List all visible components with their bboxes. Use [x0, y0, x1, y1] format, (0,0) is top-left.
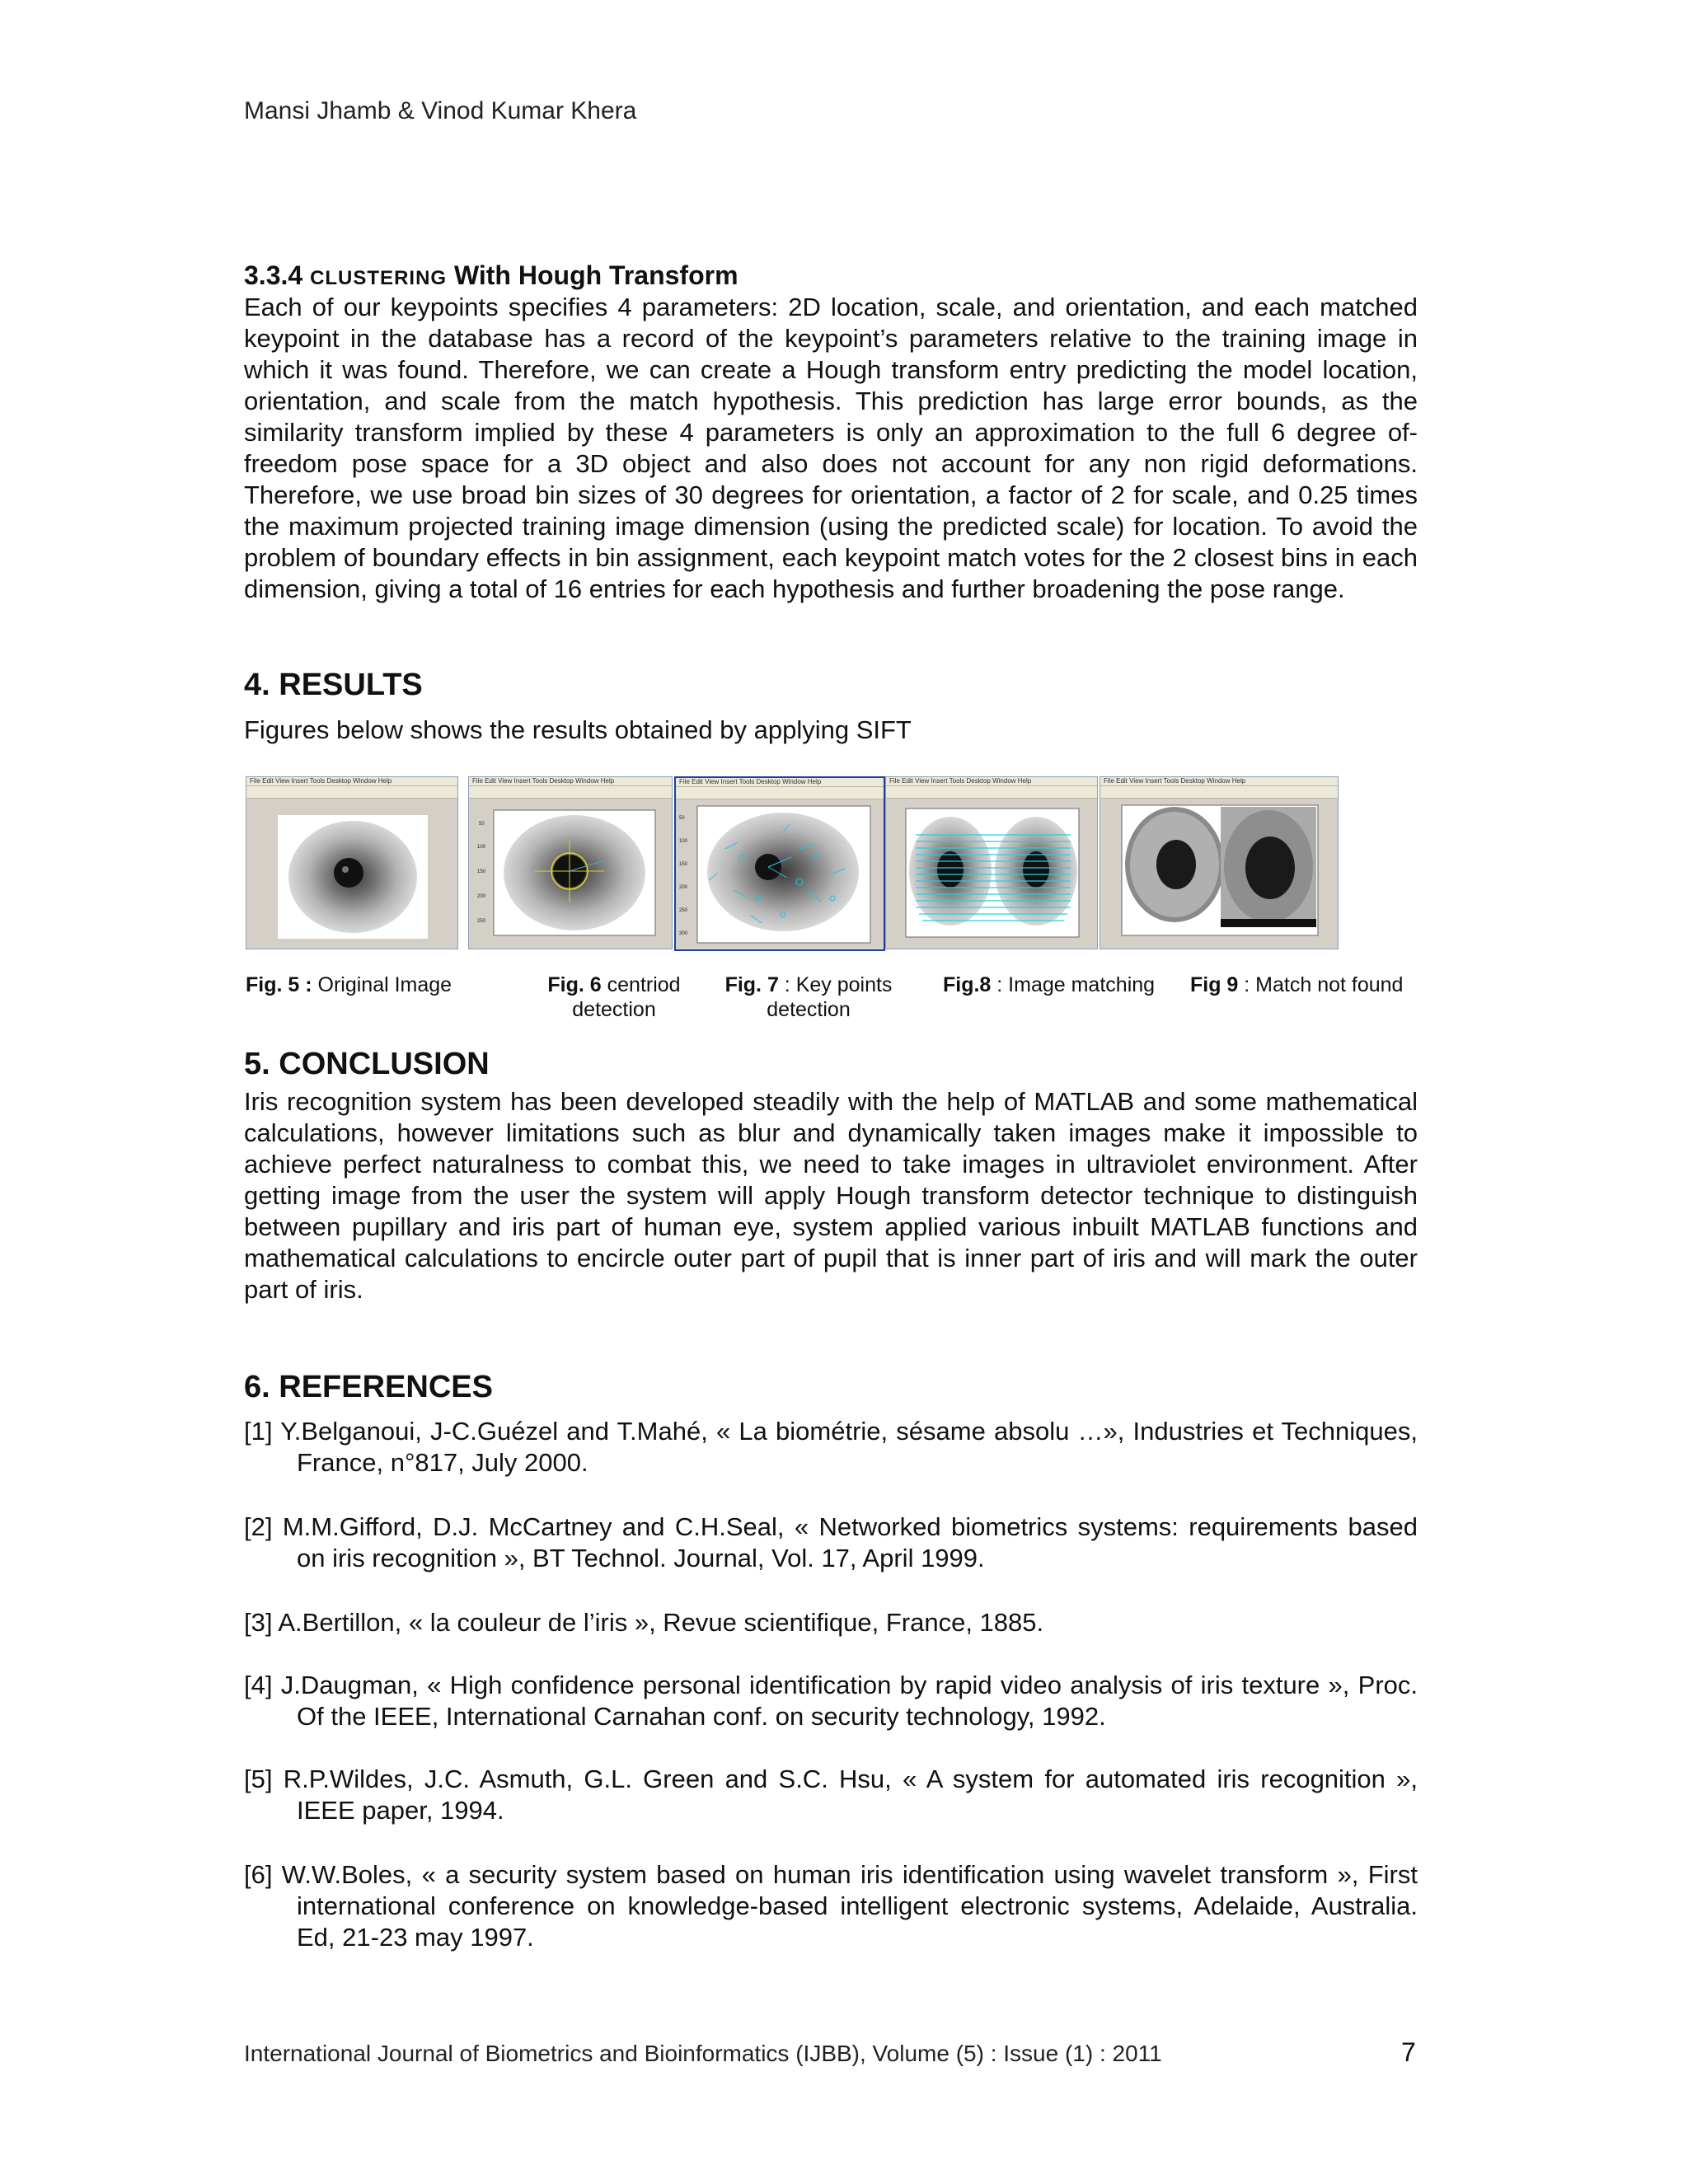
caption-label: Fig. 6	[547, 973, 602, 996]
figure-8-image-matching	[886, 799, 1097, 949]
svg-text:150: 150	[679, 862, 688, 867]
figure-5-original-eye	[246, 799, 457, 949]
caption-label: Fig.8	[943, 973, 992, 996]
reference-2: [2] M.M.Gifford, D.J. McCartney and C.H.Seal, « Networked biometrics systems: requirements based on iris recognition », BT Technol. Journal, Vol. 17, April 1999.	[244, 1512, 1418, 1572]
figure-8-window	[885, 776, 1098, 949]
reference-5: [5] R.P.Wildes, J.C. Asmuth, G.L. Green and S.C. Hsu, « A system for automated iris recognition », IEEE paper, 1994.	[244, 1765, 1418, 1825]
page-number: 7	[1401, 2037, 1416, 2067]
figure-6-window	[468, 776, 673, 949]
results-heading: 4. RESULTS	[244, 668, 423, 702]
section-334-body: Each of our keypoints specifies 4 parameters: 2D location, scale, and orientation, and each matched keypoint in the database has a record of the keypoint’s parameters relative to the training image in which it was found. Therefore, we can create a Hough transform entry predicting the model location, orientation, and scale from the match hypothesis. This prediction has large error bounds, as the similarity transform implied by these 4 parameters is only an approximation to the full 6 degree of- freedom pose space for a 3D object and also does not account for any non rigid deformations. Therefore, we use broad bin sizes of 30 degrees for orientation, a factor of 2 for scale, and 0.25 times the maximum projected training image dimension (using the predicted scale) for location. To avoid the problem of boundary effects in bin assignment, each keypoint match votes for the 2 closest bins in each dimension, giving a total of 16 entries for each hypothesis and further broadening the pose range.	[244, 293, 1418, 603]
caption-fig-9	[1190, 972, 1429, 997]
reference-4: [4] J.Daugman, « High confidence personal identification by rapid video analysis of iris texture », Proc. Of the IEEE, International Carnahan conf. on security technology, 1992.	[244, 1671, 1418, 1731]
svg-text:200: 200	[477, 894, 486, 899]
references-heading: 6. REFERENCES	[244, 1370, 493, 1404]
svg-text:150: 150	[477, 869, 486, 874]
section-title-smallcaps: CLUSTERING	[310, 267, 448, 289]
reference-6: [6] W.W.Boles, « a security system based on human iris identification using wavelet transform », First international conference on knowledge-based intelligent electronic systems, Adelaide, Australia. Ed, 21-23 may 1997.	[244, 1860, 1418, 1952]
caption-text: : Key points	[778, 973, 893, 996]
matlab-toolbar	[1100, 786, 1338, 799]
caption-text: : Match not found	[1238, 973, 1404, 996]
svg-text:250: 250	[477, 919, 486, 924]
conclusion-heading: 5. CONCLUSION	[244, 1047, 490, 1081]
section-334-title	[244, 260, 738, 291]
matlab-menu-bar: File Edit View Insert Tools Desktop Window Help	[676, 778, 884, 787]
section-number: 3.3.4	[244, 260, 303, 290]
reference-1: [1] Y.Belganoui, J-C.Guézel and T.Mahé, « La biométrie, sésame absolu …», Industries et Techniques, France, n°817, July 2000.	[244, 1417, 1418, 1477]
caption-text: : Image matching	[991, 973, 1156, 996]
caption-fig-5	[246, 972, 485, 997]
svg-text:200: 200	[679, 885, 688, 890]
caption-label: Fig. 7	[724, 973, 779, 996]
figure-7-window	[674, 776, 885, 951]
results-intro: Figures below shows the results obtained by applying SIFT	[244, 715, 912, 744]
matlab-menu-bar: File Edit View Insert Tools Desktop Window Help	[1100, 777, 1338, 786]
svg-text:50: 50	[479, 822, 485, 827]
caption-label: Fig. 5 :	[246, 973, 312, 996]
matlab-menu-bar: File Edit View Insert Tools Desktop Window Help	[246, 777, 457, 786]
matlab-menu-bar: File Edit View Insert Tools Desktop Window Help	[886, 777, 1097, 786]
matlab-menu-bar: File Edit View Insert Tools Desktop Window Help	[469, 777, 672, 786]
svg-text:100: 100	[679, 839, 688, 844]
section-title-rest: With Hough Transform	[447, 260, 738, 290]
conclusion-body: Iris recognition system has been developed steadily with the help of MATLAB and some mathematical calculations, however limitations such as blur and dynamically taken images make it impossible to achieve perfect naturalness to combat this, we need to take images in ultraviolet environment. After getting image from the user the system will apply Hough transform detector technique to distinguish between pupillary and iris part of human eye, system applied various inbuilt MATLAB functions and mathematical calculations to encircle outer part of pupil that is inner part of iris and will mark the outer part of iris.	[244, 1087, 1418, 1304]
figure-5-window	[246, 776, 458, 949]
caption-fig-7	[714, 972, 903, 1022]
matlab-toolbar	[676, 787, 884, 799]
figure-9-match-not-found	[1100, 799, 1338, 949]
caption-line2: detection	[572, 998, 656, 1021]
caption-line2: detection	[767, 998, 851, 1021]
caption-fig-6	[528, 972, 701, 1022]
figure-9-window	[1100, 776, 1339, 949]
svg-text:50: 50	[679, 816, 685, 821]
matlab-toolbar	[246, 786, 457, 799]
caption-text: centriod	[601, 973, 681, 996]
caption-label: Fig 9	[1190, 973, 1239, 996]
svg-text:100: 100	[477, 845, 486, 850]
caption-fig-8	[943, 972, 1182, 997]
caption-text: Original Image	[312, 973, 452, 996]
running-head: Mansi Jhamb & Vinod Kumar Khera	[244, 97, 637, 124]
figure-7-keypoints-eye	[676, 799, 884, 951]
matlab-toolbar	[469, 786, 672, 799]
figure-6-centroid-eye	[469, 799, 672, 949]
matlab-toolbar	[886, 786, 1097, 799]
reference-3: [3] A.Bertillon, « la couleur de l’iris », Revue scientifique, France, 1885.	[244, 1608, 1044, 1637]
svg-text:250: 250	[679, 908, 688, 913]
svg-text:300: 300	[679, 931, 688, 936]
footer-journal: International Journal of Biometrics and Bioinformatics (IJBB), Volume (5) : Issue (1) : 2011	[244, 2041, 1162, 2066]
